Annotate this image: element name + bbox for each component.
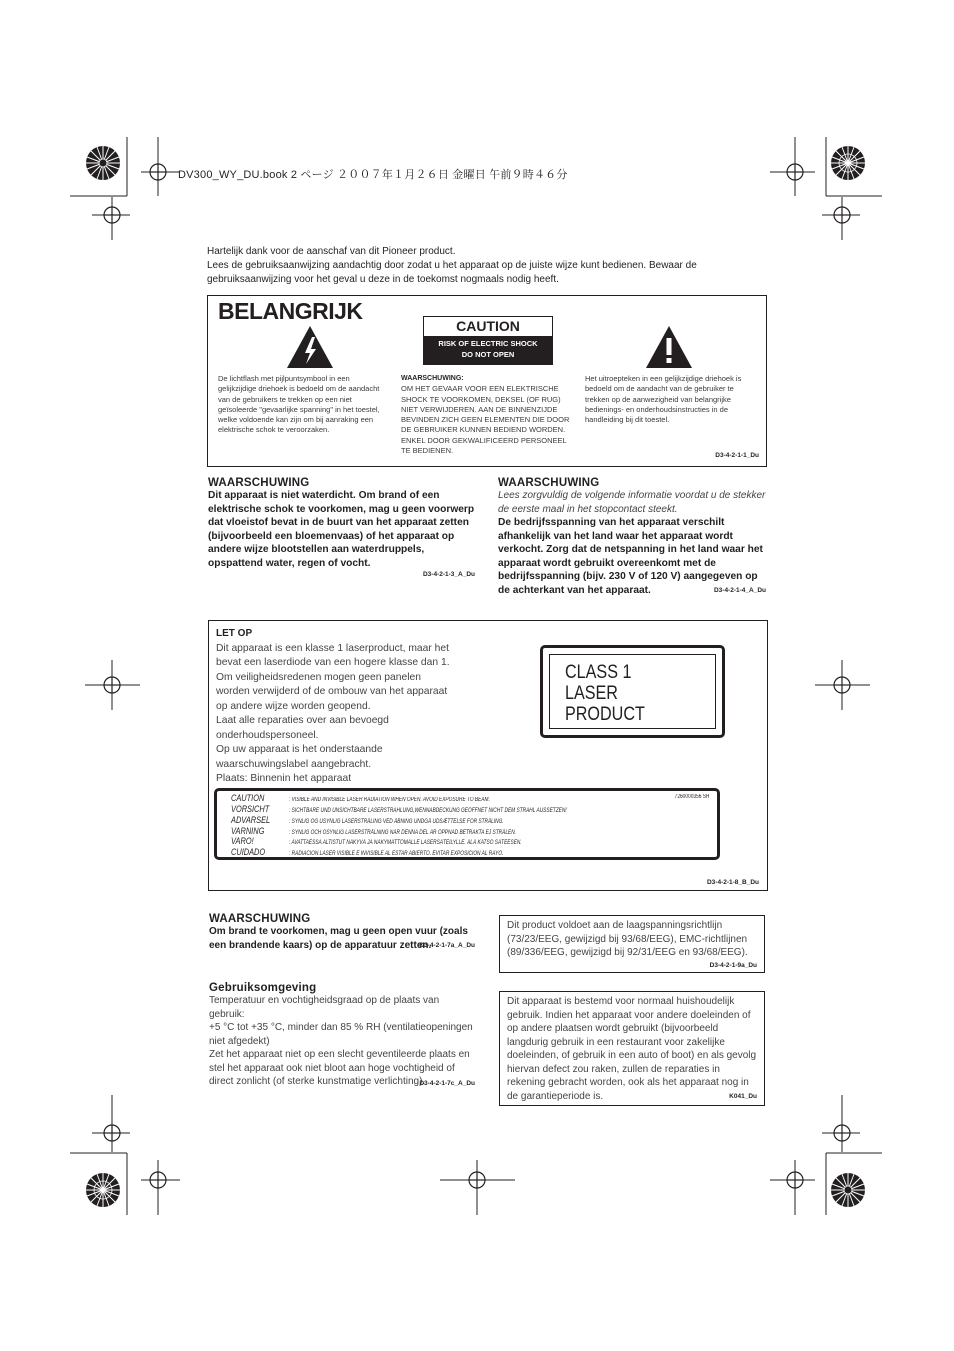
caution-explanation [401,374,576,456]
class1-laser-text [565,662,698,725]
laser-row-word: VARO! [231,836,254,847]
eec-compliance-code: D3-4-2-1-9a_Du [709,962,757,969]
laser-row-text: : VISIBLE AND INVISIBLE LASER RADIATION WHEN OPEN. AVOID EXPOSURE TO BEAM. [289,797,490,803]
class-line-2: LASER PRODUCT [565,683,645,725]
voltage-warning-code: D3-4-2-1-4_A_Du [713,587,766,594]
laser-notice-line: worden verwijderd of de ombouw van het apparaat [216,686,448,697]
class-line-1: CLASS 1 [565,662,632,683]
laser-row-text: : SYNLIG OCH OSYNLIG LASERSTRÅLNING NÄR DENNA DEL ÄR ÖPPNAD BETRAKTA EJ STRÅLEN. [289,830,516,836]
caution-explanation-text: OM HET GEVAAR VOOR EEN ELEKTRISCHE SHOCK TE VOORKOMEN, DEKSEL (OF RUG) NIET VERWIJDEREN. AAN DE BINNENZIJDE BEVINDEN ZICH GEEN ELEMENTEN DIE DOOR DE GEBRUIKER KUNNEN BEDIEND WORDEN. ENKEL DOOR GEKWALIFICEERD PERSONEEL TE BEDIENEN. [401,384,570,456]
eec-compliance-text: Dit product voldoet aan de laagspanningsrichtlijn (73/23/EEG, gewijzigd bij 93/68/EEG), EMC-richtlijnen (89/336/EEG, gewijzigd bij 92/31/EEG en 93/68/EEG). [507,920,748,958]
caution-explanation-head: WAARSCHUWING: [401,375,464,382]
laser-notice-line: bevat een laserdiode van een hogere klasse dan 1. [216,657,450,668]
laser-notice-line: Dit apparaat is een klasse 1 laserproduct, maar het [216,642,449,654]
fire-warning-code: D3-4-2-1-7a_A_Du [419,942,475,949]
household-use-code: K041_Du [729,1093,757,1100]
exclamation-explanation: Het uitroepteken in een gelijkzijdige driehoek is bedoeld om de aandacht van de gebruiker te trekken op de aanwezigheid van belangrijke bedienings- en onderhoudsinstructies in de handleiding bij dit toestel. [585,374,742,425]
operating-environment-text: Temperatuur en vochtigheidsgraad op de plaats van gebruik: [209,995,440,1020]
intro-line-1: Hartelijk dank voor de aanschaf van dit Pioneer product. [207,246,456,257]
laser-notice-line: Laat alle reparaties over aan bevoegd [216,715,389,726]
laser-row-word: VORSICHT [231,804,270,815]
laser-notice-line: Om veiligheidsredenen mogen geen panelen [216,671,421,683]
water-warning-text: Dit apparaat is niet waterdicht. Om brand of een elektrische schok te voorkomen, mag u geen voorwerp dat vloeistof bevat in de buurt van het apparaat zetten (bijvoorbeeld een bloemenvaas) of het apparaat op andere wijze blootstellen aan waterdruppels, opspattend water, regen of vocht. [208,490,475,569]
laser-notice-line: onderhoudspersoneel. [216,729,319,741]
laser-notice-code: D3-4-2-1-8_B_Du [706,879,759,886]
water-warning [208,477,475,578]
water-warning-code: D3-4-2-1-3_A_Du [422,571,475,578]
belangrijk-code: D3-4-2-1-1_Du [715,452,759,459]
laser-notice-text [216,627,476,787]
operating-environment [209,982,475,1087]
voltage-warning-title: WAARSCHUWING [498,477,600,489]
household-use-text: Dit apparaat is bestemd voor normaal huishoudelijk gebruik. Indien het apparaat voor andere doeleinden of op andere plaatsen wordt gebruikt (bijvoorbeeld langdurig gebruik in een restaurant voor zakelijke doeleinden, of gebruik in een auto of boot) en als gevolg hiervan defect zou raken, zullen de reparaties in rekening gebracht worden, ook als het apparaat nog in de garantieperiode is. [507,996,757,1102]
laser-notice-line: Plaats: Binnenin het apparaat [216,773,352,784]
file-header-line: DV300_WY_DU.book 2 ページ ２００７年１月２６日 金曜日 午前９時４６分 [178,169,568,181]
lightning-warning-icon [286,325,334,374]
lightning-explanation: De lichtflash met pijlpuntsymbool in een gelijkzijdige driehoek is bedoeld om de aandacht van de gebruikers te trekken op een niet geïsoleerde "gevaarlijke spanning" in het toestel, welke voldoende kan zijn om bij aanraking een elektrische schok te veroorzaken. [218,374,380,435]
fire-warning-title: WAARSCHUWING [209,913,311,925]
belangrijk-box [207,295,767,467]
eec-compliance-box [499,915,765,973]
laser-radiation-label [214,788,720,860]
exclamation-warning-icon [645,325,693,374]
class1-laser-label [540,645,725,738]
caution-sub-line-2: DO NOT OPEN [461,350,515,359]
operating-environment-title: Gebruiksomgeving [209,982,317,994]
household-use-box [499,991,765,1106]
laser-notice-line: waarschuwingslabel aangebracht. [216,758,372,770]
laser-row-word: CAUTION [231,793,265,804]
fire-warning [209,913,475,949]
water-warning-title: WAARSCHUWING [208,477,310,489]
laser-row-word: CUIDADO [231,847,266,858]
voltage-warning-text: De bedrijfsspanning van het apparaat verschilt afhankelijk van het land waar het apparaat wordt verkocht. Zorg dat de netspanning in het land waar het apparaat wordt gebruikt overeenkomt met de bedrijfsspanning (bijv. 230 V of 120 V) aangegeven op de achterkant van het apparaat. [498,517,763,596]
operating-environment-code: D3-4-2-1-7c_A_Du [419,1079,475,1087]
caution-title: CAUTION [456,318,520,334]
fire-warning-text: Om brand te voorkomen, mag u geen open vuur (zoals een brandende kaars) op de apparatuur zetten. [209,926,468,951]
laser-row-word: ADVARSEL [231,815,271,826]
belangrijk-title: BELANGRIJK [218,298,363,324]
operating-environment-placement: Zet het apparaat niet op een slecht geventileerde plaats en stel het apparaat ook niet bloot aan hoge vochtigheid of direct zonlicht (of sterke kunstmatige verlichting). [209,1049,470,1087]
laser-row-text: : RADIACIÓN LÁSER VISIBLE E INVISIBLE AL ESTAR ABIERTO. EVITAR EXPOSICIÓN AL RAYO. [289,851,504,857]
intro-line-2: Lees de gebruiksaanwijzing aandachtig door zodat u het apparaat op de juiste wijze kunt bedienen. Bewaar de gebruiksaanwijzing voor het geval u deze in de toekomst nogmaals nodig heeft. [207,260,697,285]
caution-sub-line-1: RISK OF ELECTRIC SHOCK [438,339,538,348]
laser-label-code: 7260000356 SH [674,794,709,800]
laser-row-text: : AVATTAESSA ALTISTUT NÄKYVÄ JA NÄKYMÄTTÖMÄLLE LASERSÄTEILYLLE. ÄLÄ KATSO SÄTEESEN. [289,840,522,846]
laser-notice-line: op andere wijze worden geopend. [216,700,371,712]
laser-notice-line: Op uw apparaat is het onderstaande [216,744,383,755]
laser-notice-title: LET OP [216,628,253,639]
laser-row-text: : SICHTBARE UND UNSICHTBARE LASERSTRAHLUNG,WENNABDECKUNG GEÖFFNET NICHT DEM STRAHL AUSSETZEN! [289,808,567,814]
voltage-warning-intro: Lees zorgvuldig de volgende informatie voordat u de stekker de eerste maal in het stopcontact steekt. [498,490,766,515]
intro-text [207,245,767,287]
operating-environment-range: +5 °C tot +35 °C, minder dan 85 % RH (ventilatieopeningen niet afgedekt) [209,1022,473,1047]
laser-row-text: : SYNLIG OG USYNLIG LASERSTRÅLING VED ÅBNING UNDGÅ UDSÆTTELSE FOR STRÅLING. [289,819,504,825]
laser-notice-box [208,620,768,891]
laser-row-word: VARNING [231,826,265,837]
caution-subtitle [424,336,552,364]
caution-label [423,316,553,365]
voltage-warning [498,477,766,594]
